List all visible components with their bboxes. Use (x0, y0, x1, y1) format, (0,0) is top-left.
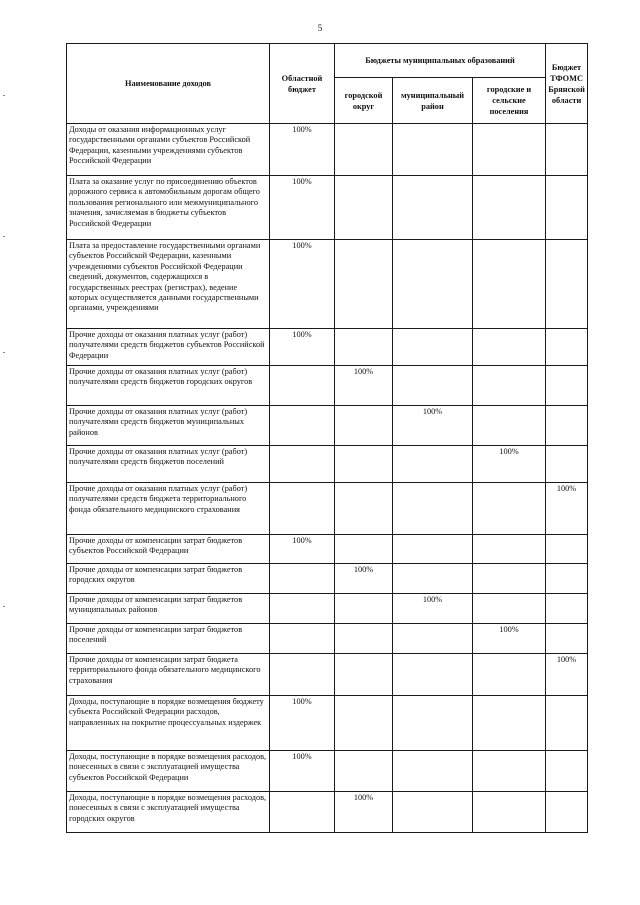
share-cell-settlements (473, 654, 546, 696)
share-cell-tfoms (546, 792, 588, 833)
revenue-distribution-table (66, 43, 588, 833)
table-row (67, 406, 588, 446)
revenue-name-cell: Доходы, поступающие в порядке возмещения расходов, понесенных в связи с эксплуатацией имущества городских округов (67, 792, 270, 833)
share-cell-regional: 100% (270, 696, 335, 751)
share-cell-tfoms (546, 696, 588, 751)
table-row (67, 240, 588, 329)
share-cell-settlements: 100% (473, 446, 546, 483)
share-cell-tfoms: 100% (546, 483, 588, 535)
share-cell-tfoms (546, 329, 588, 366)
table-row (67, 124, 588, 176)
share-cell-tfoms (546, 124, 588, 176)
table-header (67, 44, 588, 124)
share-cell-tfoms: 100% (546, 654, 588, 696)
share-cell-tfoms (546, 751, 588, 792)
table-row (67, 329, 588, 366)
share-cell-municipal-district: 100% (393, 406, 473, 446)
share-cell-regional (270, 446, 335, 483)
share-cell-regional (270, 624, 335, 654)
share-cell-municipal-district: 100% (393, 594, 473, 624)
header-urban-district: городской округ (335, 78, 393, 124)
share-cell-regional (270, 366, 335, 406)
page-number: 5 (317, 23, 323, 33)
share-cell-tfoms (546, 594, 588, 624)
share-cell-urban-district: 100% (335, 366, 393, 406)
share-cell-tfoms (546, 406, 588, 446)
share-cell-regional: 100% (270, 535, 335, 564)
scan-margin-mark (3, 606, 5, 607)
revenue-name-cell: Прочие доходы от оказания платных услуг (работ) получателями средств бюджетов субъектов Российской Федерации (67, 329, 270, 366)
share-cell-tfoms (546, 564, 588, 594)
share-cell-urban-district: 100% (335, 564, 393, 594)
share-cell-settlements (473, 696, 546, 751)
share-cell-tfoms (546, 535, 588, 564)
share-cell-municipal-district (393, 329, 473, 366)
revenue-name-cell: Прочие доходы от компенсации затрат бюджетов поселений (67, 624, 270, 654)
share-cell-urban-district (335, 483, 393, 535)
table-row (67, 792, 588, 833)
share-cell-urban-district (335, 654, 393, 696)
table-row (67, 366, 588, 406)
share-cell-settlements (473, 124, 546, 176)
share-cell-settlements (473, 366, 546, 406)
share-cell-regional (270, 792, 335, 833)
share-cell-municipal-district (393, 446, 473, 483)
table-row (67, 696, 588, 751)
share-cell-urban-district (335, 446, 393, 483)
share-cell-regional (270, 483, 335, 535)
revenue-name-cell: Доходы, поступающие в порядке возмещения расходов, понесенных в связи с эксплуатацией имущества субъектов Российской Федерации (67, 751, 270, 792)
header-regional-budget: Областной бюджет (270, 44, 335, 124)
share-cell-settlements: 100% (473, 624, 546, 654)
share-cell-municipal-district (393, 240, 473, 329)
share-cell-tfoms (546, 366, 588, 406)
share-cell-settlements (473, 240, 546, 329)
share-cell-urban-district (335, 406, 393, 446)
header-tfoms-budget: Бюджет ТФОМС Брянской области (546, 44, 588, 124)
share-cell-municipal-district (393, 564, 473, 594)
share-cell-regional (270, 564, 335, 594)
share-cell-municipal-district (393, 483, 473, 535)
share-cell-urban-district (335, 124, 393, 176)
header-municipal-district: муниципальный район (393, 78, 473, 124)
share-cell-urban-district (335, 696, 393, 751)
revenue-name-cell: Прочие доходы от компенсации затрат бюджета территориального фонда обязательного медицинского страхования (67, 654, 270, 696)
revenue-name-cell: Прочие доходы от оказания платных услуг (работ) получателями средств бюджетов городских округов (67, 366, 270, 406)
share-cell-tfoms (546, 240, 588, 329)
revenue-name-cell: Прочие доходы от компенсации затрат бюджетов муниципальных районов (67, 594, 270, 624)
share-cell-regional (270, 406, 335, 446)
share-cell-tfoms (546, 176, 588, 240)
table-row (67, 564, 588, 594)
revenue-name-cell: Плата за предоставление государственными органами субъектов Российской Федерации, казенными учреждениями субъектов Российской Федерации сведений, документов, содержащихся в государственных реестрах (регистрах), ведение которых осуществляется данными государственными органами, учреждениями (67, 240, 270, 329)
revenue-name-cell: Прочие доходы от оказания платных услуг (работ) получателями средств бюджетов муниципальных районов (67, 406, 270, 446)
table-row (67, 446, 588, 483)
share-cell-municipal-district (393, 792, 473, 833)
share-cell-urban-district (335, 176, 393, 240)
share-cell-regional (270, 594, 335, 624)
table-row (67, 535, 588, 564)
table-row (67, 654, 588, 696)
share-cell-settlements (473, 483, 546, 535)
share-cell-regional: 100% (270, 176, 335, 240)
share-cell-regional: 100% (270, 751, 335, 792)
share-cell-municipal-district (393, 124, 473, 176)
share-cell-municipal-district (393, 624, 473, 654)
scan-margin-mark (3, 95, 5, 96)
revenue-name-cell: Прочие доходы от компенсации затрат бюджетов городских округов (67, 564, 270, 594)
share-cell-urban-district (335, 329, 393, 366)
revenue-name-cell: Прочие доходы от оказания платных услуг (работ) получателями средств бюджета территориального фонда обязательного медицинского страхования (67, 483, 270, 535)
table-row (67, 176, 588, 240)
share-cell-urban-district (335, 594, 393, 624)
revenue-name-cell: Доходы, поступающие в порядке возмещения бюджету субъекта Российской Федерации расходов, направленных на покрытие процессуальных издержек (67, 696, 270, 751)
share-cell-tfoms (546, 624, 588, 654)
share-cell-municipal-district (393, 696, 473, 751)
share-cell-municipal-district (393, 654, 473, 696)
share-cell-tfoms (546, 446, 588, 483)
share-cell-municipal-district (393, 535, 473, 564)
header-municipal-budgets: Бюджеты муниципальных образований (335, 44, 546, 78)
revenue-name-cell: Доходы от оказания информационных услуг государственными органами субъектов Российской Федерации, казенными учреждениями субъектов Российской Федерации (67, 124, 270, 176)
header-revenue-name: Наименование доходов (67, 44, 270, 124)
table-row (67, 483, 588, 535)
revenue-name-cell: Прочие доходы от компенсации затрат бюджетов субъектов Российской Федерации (67, 535, 270, 564)
share-cell-settlements (473, 792, 546, 833)
share-cell-regional: 100% (270, 240, 335, 329)
share-cell-settlements (473, 329, 546, 366)
share-cell-municipal-district (393, 176, 473, 240)
share-cell-regional (270, 654, 335, 696)
scan-margin-mark (3, 236, 5, 237)
share-cell-settlements (473, 406, 546, 446)
table-row (67, 751, 588, 792)
share-cell-settlements (473, 535, 546, 564)
share-cell-settlements (473, 594, 546, 624)
table-row (67, 624, 588, 654)
share-cell-municipal-district (393, 366, 473, 406)
share-cell-regional: 100% (270, 124, 335, 176)
share-cell-urban-district (335, 751, 393, 792)
share-cell-settlements (473, 564, 546, 594)
share-cell-urban-district (335, 535, 393, 564)
share-cell-municipal-district (393, 751, 473, 792)
share-cell-urban-district: 100% (335, 792, 393, 833)
share-cell-settlements (473, 751, 546, 792)
share-cell-urban-district (335, 624, 393, 654)
table-row (67, 594, 588, 624)
revenue-name-cell: Плата за оказание услуг по присоединению объектов дорожного сервиса к автомобильным дорогам общего пользования регионального или межмуниципального значения, зачисляемая в бюджеты субъектов Российской Федерации (67, 176, 270, 240)
share-cell-urban-district (335, 240, 393, 329)
share-cell-regional: 100% (270, 329, 335, 366)
table-body (67, 124, 588, 833)
share-cell-settlements (473, 176, 546, 240)
scan-margin-mark (3, 352, 5, 353)
revenue-name-cell: Прочие доходы от оказания платных услуг (работ) получателями средств бюджетов поселений (67, 446, 270, 483)
header-settlements: городские и сельские поселения (473, 78, 546, 124)
